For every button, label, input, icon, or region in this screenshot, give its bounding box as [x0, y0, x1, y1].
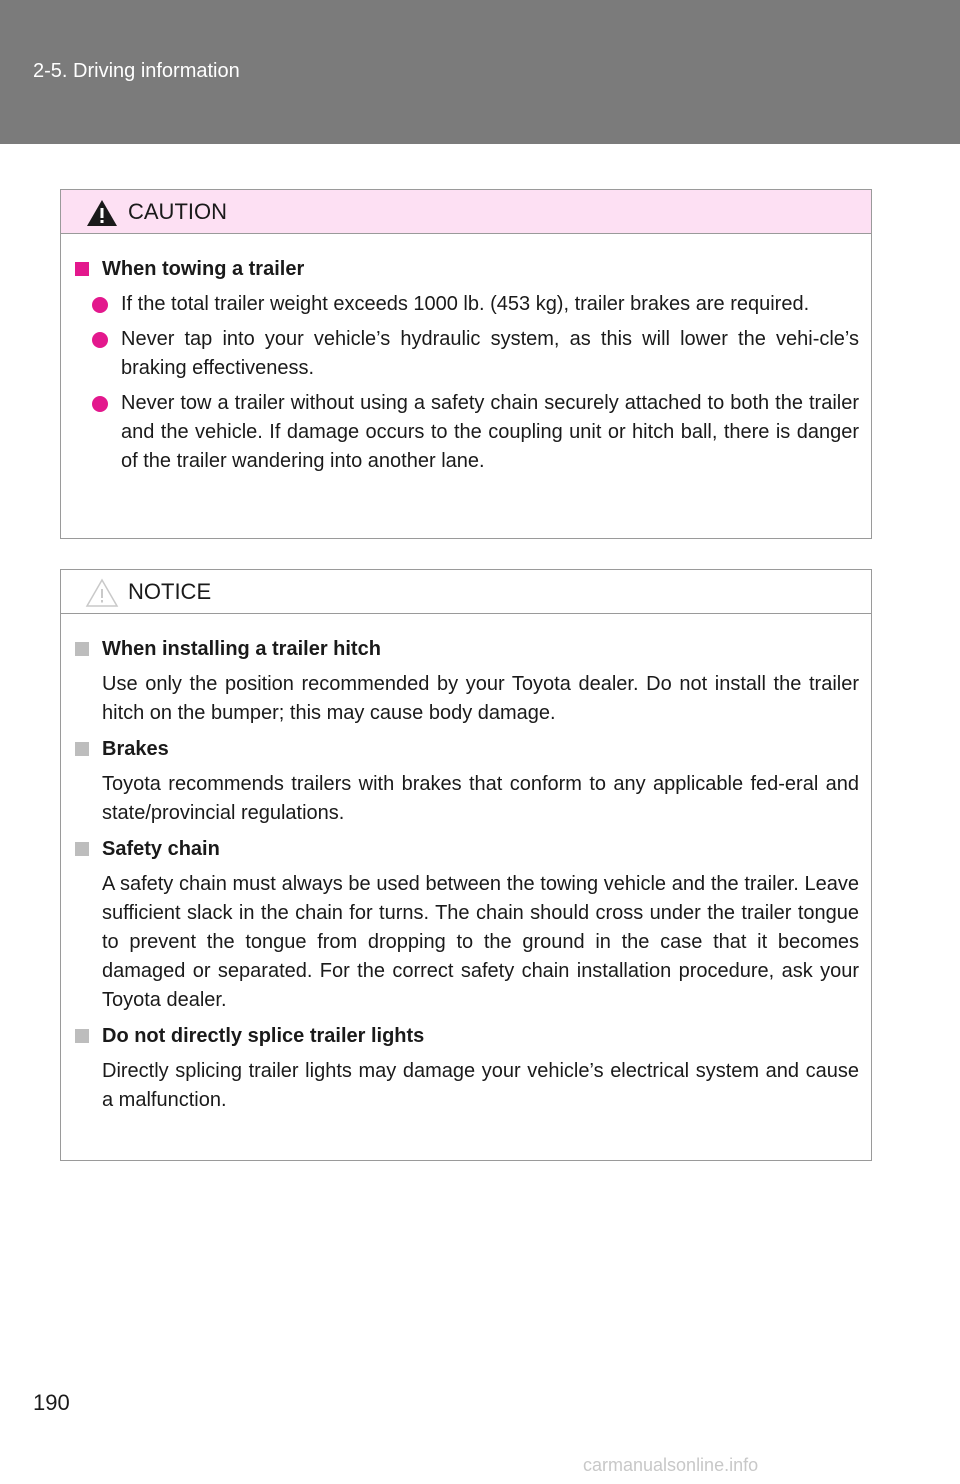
notice-heading: [73, 834, 859, 864]
notice-heading-text: When installing a trailer hitch: [102, 638, 381, 660]
notice-box: [60, 569, 872, 1161]
square-bullet-icon: [75, 742, 89, 756]
caution-bullet-text: If the total trailer weight exceeds 1000 lb. (453 kg), trailer brakes are required.: [121, 293, 810, 315]
square-bullet-icon: [75, 1029, 89, 1043]
caution-box: [60, 189, 872, 539]
notice-heading: [73, 1021, 859, 1051]
round-bullet-icon: [92, 332, 108, 348]
square-bullet-icon: [75, 642, 89, 656]
notice-header: [61, 570, 871, 614]
page-number: 190: [33, 1390, 70, 1415]
notice-body: [61, 614, 871, 1115]
round-bullet-icon: [92, 297, 108, 313]
warning-outline-icon: [85, 578, 119, 608]
notice-title: NOTICE: [128, 579, 212, 604]
watermark: carmanualsonline.info: [583, 1455, 759, 1475]
caution-title: CAUTION: [128, 199, 227, 224]
caution-body: [61, 234, 871, 476]
square-bullet-icon: [75, 842, 89, 856]
notice-heading-text: Do not directly splice trailer lights: [102, 1025, 425, 1047]
caution-bullet: [73, 389, 859, 476]
round-bullet-icon: [92, 396, 108, 412]
warning-icon: [85, 198, 119, 228]
caution-heading-text: When towing a trailer: [102, 258, 305, 280]
notice-paragraph: Directly splicing trailer lights may damage your vehicle’s electrical system and cause a malfunction.: [102, 1060, 859, 1111]
caution-bullet: [73, 290, 859, 319]
notice-heading-text: Safety chain: [102, 838, 220, 860]
notice-paragraph: A safety chain must always be used between the towing vehicle and the trailer. Leave sufficient slack in the chain for turns. The chain should cross under the trailer tongue to prevent the tongue from dropping to the ground in the case that it becomes damaged or separated. For the correct safety chain installation procedure, ask your Toyota dealer.: [102, 873, 859, 1011]
caution-header: [61, 190, 871, 234]
square-bullet-icon: [75, 262, 89, 276]
caution-heading: [73, 254, 859, 284]
caution-bullet-text: Never tap into your vehicle’s hydraulic system, as this will lower the vehi-cle’s braking effectiveness.: [121, 328, 859, 379]
notice-paragraph: Toyota recommends trailers with brakes that conform to any applicable fed-eral and state/provincial regulations.: [102, 773, 859, 824]
section-title: 2-5. Driving information: [33, 60, 240, 82]
page-header: [0, 0, 960, 144]
notice-paragraph: Use only the position recommended by your Toyota dealer. Do not install the trailer hitch on the bumper; this may cause body damage.: [102, 673, 859, 724]
notice-heading: [73, 634, 859, 664]
notice-heading-text: Brakes: [102, 738, 169, 760]
notice-heading: [73, 734, 859, 764]
caution-bullet-text: Never tow a trailer without using a safety chain securely attached to both the trailer and the vehicle. If damage occurs to the coupling unit or hitch ball, there is danger of the trailer wandering into another lane.: [121, 392, 859, 472]
caution-bullet: [73, 325, 859, 383]
